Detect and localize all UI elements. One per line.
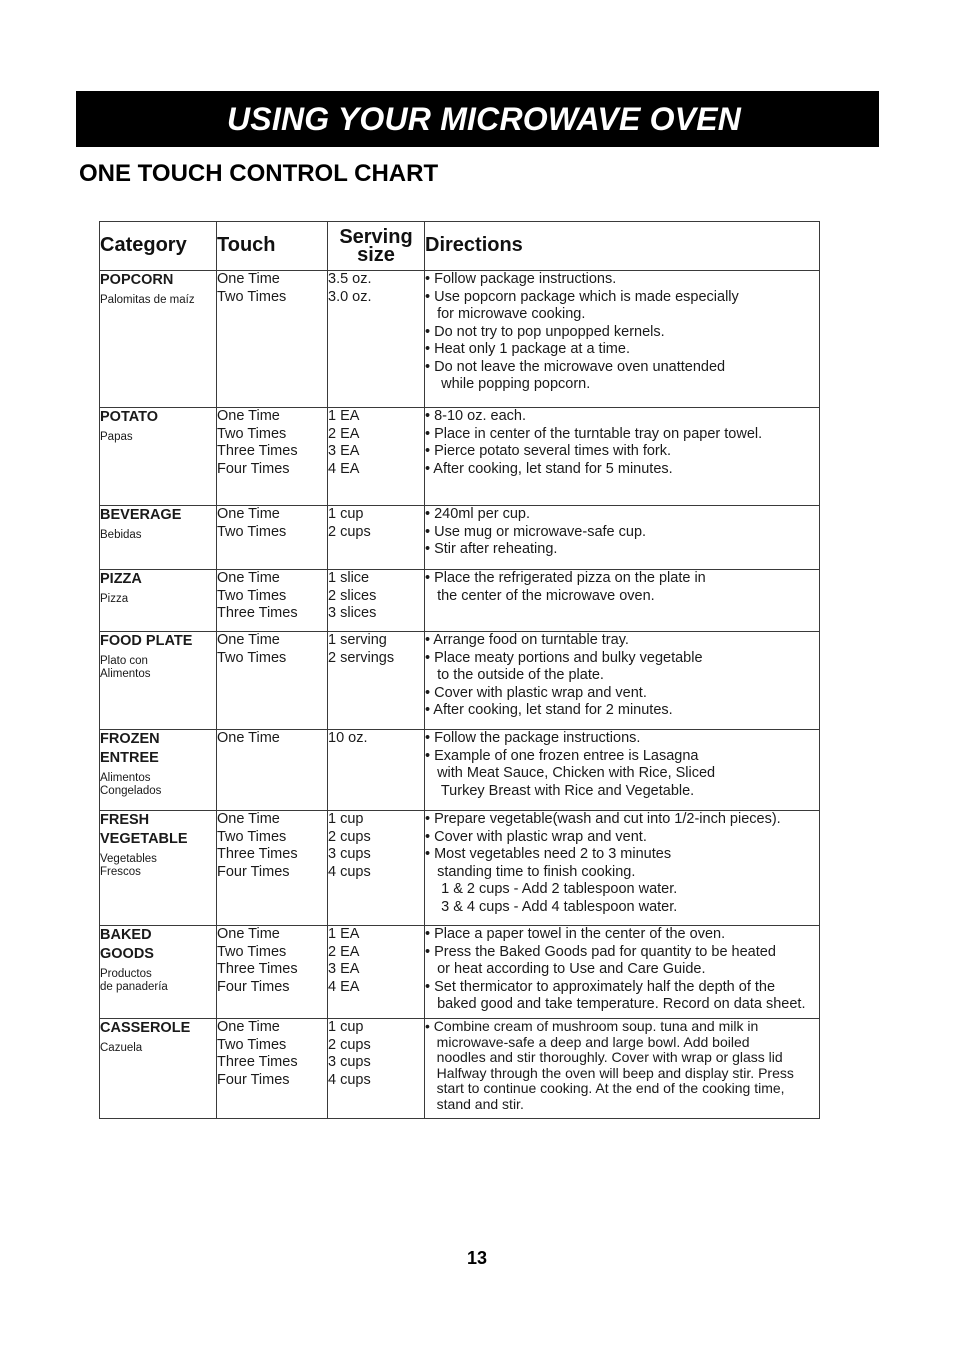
touch-line: Three Times bbox=[217, 846, 298, 862]
directions-cell bbox=[425, 271, 820, 408]
serving-size-cell bbox=[328, 408, 425, 506]
directions-line: • Do not leave the microwave oven unattended bbox=[425, 358, 726, 375]
serving-size-cell bbox=[328, 811, 425, 926]
touch-line: Two Times bbox=[217, 425, 287, 442]
directions-line: for microwave cooking. bbox=[425, 306, 586, 322]
touch-line: Two Times bbox=[217, 828, 287, 845]
serving-size-line: 10 oz. bbox=[328, 730, 368, 746]
section-title: USING YOUR MICROWAVE OVEN bbox=[227, 100, 742, 137]
directions-cell bbox=[425, 811, 820, 926]
directions-line: • Use popcorn package which is made especially bbox=[425, 288, 739, 305]
table-row bbox=[100, 570, 820, 632]
touch-cell bbox=[217, 408, 328, 506]
table-row bbox=[100, 506, 820, 570]
category-name: FRESH VEGETABLE bbox=[100, 812, 188, 847]
category-spanish-name: Vegetables Frescos bbox=[100, 853, 157, 878]
serving-size-line: 1 serving bbox=[328, 632, 387, 648]
serving-size-line: 3 cups bbox=[328, 846, 371, 862]
directions-line: the center of the microwave oven. bbox=[425, 587, 655, 604]
category-name: POTATO bbox=[100, 409, 158, 425]
category-name: FOOD PLATE bbox=[100, 633, 193, 649]
serving-size-line: 1 cup bbox=[328, 1019, 364, 1035]
serving-size-cell bbox=[328, 271, 425, 408]
touch-cell bbox=[217, 1019, 328, 1119]
table-row bbox=[100, 1019, 820, 1119]
touch-cell bbox=[217, 632, 328, 730]
touch-line: Two Times bbox=[217, 523, 287, 540]
touch-cell bbox=[217, 271, 328, 408]
directions-line: • Combine cream of mushroom soup. tuna and milk in bbox=[425, 1018, 759, 1034]
serving-size-line: 1 EA bbox=[328, 926, 360, 942]
category-name: FROZEN ENTREE bbox=[100, 731, 160, 766]
directions-line: or heat according to Use and Care Guide. bbox=[425, 961, 706, 977]
directions-line: • Example of one frozen entree is Lasagna bbox=[425, 747, 699, 764]
table-row bbox=[100, 730, 820, 811]
directions-line: • Most vegetables need 2 to 3 minutes bbox=[425, 846, 672, 862]
touch-cell bbox=[217, 811, 328, 926]
serving-size-line: 3.0 oz. bbox=[328, 288, 372, 305]
directions-line: 3 & 4 cups - Add 4 tablespoon water. bbox=[425, 898, 678, 915]
directions-cell bbox=[425, 1019, 820, 1119]
directions-line: • Place meaty portions and bulky vegetable bbox=[425, 649, 703, 666]
serving-size-cell bbox=[328, 570, 425, 632]
touch-line: Three Times bbox=[217, 443, 298, 459]
serving-size-line: 4 cups bbox=[328, 863, 371, 880]
touch-line: Two Times bbox=[217, 649, 287, 666]
table-row bbox=[100, 926, 820, 1019]
category-spanish-name: Papas bbox=[100, 431, 133, 443]
touch-line: Two Times bbox=[217, 943, 287, 960]
serving-size-line: 3 EA bbox=[328, 443, 360, 459]
serving-size-line: 2 slices bbox=[328, 587, 377, 604]
directions-line: • Place a paper towel in the center of the oven. bbox=[425, 926, 726, 942]
directions-cell bbox=[425, 570, 820, 632]
serving-size-line: 1 cup bbox=[328, 811, 364, 827]
category-name: BEVERAGE bbox=[100, 507, 182, 523]
touch-line: Four Times bbox=[217, 1071, 290, 1088]
table-row bbox=[100, 811, 820, 926]
directions-line: Halfway through the oven will beep and display stir. Press bbox=[425, 1064, 794, 1081]
category-cell bbox=[100, 271, 217, 408]
directions-line: start to continue cooking. At the end of the cooking time, bbox=[425, 1080, 785, 1097]
touch-line: One Time bbox=[217, 408, 280, 424]
header-touch: Touch bbox=[217, 222, 328, 271]
directions-line: to the outside of the plate. bbox=[425, 667, 604, 683]
directions-line: • After cooking, let stand for 2 minutes. bbox=[425, 702, 673, 718]
header-directions: Directions bbox=[425, 222, 820, 271]
category-name: CASSEROLE bbox=[100, 1020, 191, 1036]
directions-line: • Pierce potato several times with fork. bbox=[425, 443, 672, 459]
category-spanish-name: Pizza bbox=[100, 593, 129, 605]
touch-line: One Time bbox=[217, 271, 280, 287]
directions-line: • Place in center of the turntable tray on paper towel. bbox=[425, 425, 763, 442]
directions-line: noodles and stir thoroughly. Cover with wrap or glass lid bbox=[425, 1049, 783, 1066]
section-banner bbox=[76, 91, 879, 147]
category-cell bbox=[100, 632, 217, 730]
directions-line: baked good and take temperature. Record on data sheet. bbox=[425, 996, 806, 1012]
category-spanish-name: Plato con Alimentos bbox=[100, 655, 151, 680]
directions-line: • Heat only 1 package at a time. bbox=[425, 341, 630, 357]
directions-cell bbox=[425, 408, 820, 506]
directions-line: • Stir after reheating. bbox=[425, 541, 558, 557]
touch-line: One Time bbox=[217, 506, 280, 522]
serving-size-line: 2 cups bbox=[328, 523, 371, 540]
directions-line: stand and stir. bbox=[425, 1095, 524, 1112]
directions-line: • Follow package instructions. bbox=[425, 271, 617, 287]
page-number: 13 bbox=[466, 1248, 488, 1268]
serving-size-line: 1 EA bbox=[328, 408, 360, 424]
touch-line: Three Times bbox=[217, 961, 298, 977]
touch-line: Two Times bbox=[217, 587, 287, 604]
table-row bbox=[100, 632, 820, 730]
serving-size-line: 4 EA bbox=[328, 978, 360, 995]
serving-size-cell bbox=[328, 926, 425, 1019]
serving-size-line: 2 cups bbox=[328, 1036, 371, 1053]
category-name: PIZZA bbox=[100, 571, 142, 587]
chart-title: ONE TOUCH CONTROL CHART bbox=[79, 160, 439, 187]
touch-line: Two Times bbox=[217, 1036, 287, 1053]
serving-size-line: 3 slices bbox=[328, 605, 377, 621]
serving-size-line: 2 servings bbox=[328, 649, 395, 666]
directions-cell bbox=[425, 730, 820, 811]
category-spanish-name: Bebidas bbox=[100, 529, 142, 541]
serving-size-cell bbox=[328, 506, 425, 570]
directions-cell bbox=[425, 632, 820, 730]
directions-cell bbox=[425, 926, 820, 1019]
directions-line: • 8-10 oz. each. bbox=[425, 408, 526, 424]
directions-line: • Place the refrigerated pizza on the plate in bbox=[425, 570, 706, 586]
touch-cell bbox=[217, 730, 328, 811]
category-cell bbox=[100, 730, 217, 811]
directions-line: • Cover with plastic wrap and vent. bbox=[425, 828, 647, 845]
touch-line: One Time bbox=[217, 1019, 280, 1035]
category-spanish-name: Palomitas de maíz bbox=[100, 294, 195, 306]
touch-line: One Time bbox=[217, 570, 280, 586]
category-cell bbox=[100, 1019, 217, 1119]
directions-line: with Meat Sauce, Chicken with Rice, Sliced bbox=[425, 765, 716, 781]
touch-cell bbox=[217, 506, 328, 570]
directions-cell bbox=[425, 506, 820, 570]
touch-line: One Time bbox=[217, 730, 280, 746]
category-cell bbox=[100, 408, 217, 506]
serving-size-line: 2 EA bbox=[328, 425, 360, 442]
header-serving-size: Serving size bbox=[328, 222, 425, 271]
serving-size-cell bbox=[328, 1019, 425, 1119]
directions-line: • 240ml per cup. bbox=[425, 506, 531, 522]
serving-size-line: 3.5 oz. bbox=[328, 271, 372, 287]
table-row bbox=[100, 408, 820, 506]
touch-cell bbox=[217, 926, 328, 1019]
category-cell bbox=[100, 811, 217, 926]
category-cell bbox=[100, 570, 217, 632]
serving-size-line: 2 EA bbox=[328, 943, 360, 960]
serving-size-line: 1 slice bbox=[328, 570, 370, 586]
directions-line: • Do not try to pop unpopped kernels. bbox=[425, 323, 665, 340]
serving-size-line: 3 cups bbox=[328, 1054, 371, 1070]
touch-line: Four Times bbox=[217, 863, 290, 880]
touch-line: Three Times bbox=[217, 1054, 298, 1070]
directions-line: 1 & 2 cups - Add 2 tablespoon water. bbox=[425, 881, 678, 897]
serving-size-line: 3 EA bbox=[328, 961, 360, 977]
directions-line: • Set thermicator to approximately half the depth of the bbox=[425, 978, 776, 995]
directions-line: • Prepare vegetable(wash and cut into 1/2-inch pieces). bbox=[425, 811, 781, 827]
serving-size-cell bbox=[328, 632, 425, 730]
table-row bbox=[100, 271, 820, 408]
touch-line: Four Times bbox=[217, 460, 290, 477]
directions-line: Turkey Breast with Rice and Vegetable. bbox=[425, 782, 695, 799]
directions-line: • After cooking, let stand for 5 minutes. bbox=[425, 460, 673, 477]
serving-size-line: 4 cups bbox=[328, 1071, 371, 1088]
header-row bbox=[100, 222, 820, 271]
directions-line: • Follow the package instructions. bbox=[425, 730, 641, 746]
directions-line: • Arrange food on turntable tray. bbox=[425, 632, 629, 648]
serving-size-line: 1 cup bbox=[328, 506, 364, 522]
touch-line: One Time bbox=[217, 811, 280, 827]
touch-cell bbox=[217, 570, 328, 632]
touch-line: One Time bbox=[217, 632, 280, 648]
category-name: POPCORN bbox=[100, 272, 174, 288]
category-cell bbox=[100, 506, 217, 570]
directions-line: microwave-safe a deep and large bowl. Add boiled bbox=[425, 1033, 750, 1050]
directions-line: while popping popcorn. bbox=[425, 376, 591, 392]
touch-line: Four Times bbox=[217, 978, 290, 995]
one-touch-control-chart bbox=[99, 221, 820, 1119]
directions-line: • Cover with plastic wrap and vent. bbox=[425, 684, 647, 701]
category-spanish-name: Alimentos Congelados bbox=[100, 772, 162, 797]
serving-size-line: 4 EA bbox=[328, 460, 360, 477]
category-spanish-name: Cazuela bbox=[100, 1042, 143, 1054]
category-cell bbox=[100, 926, 217, 1019]
header-category: Category bbox=[100, 222, 217, 271]
touch-line: Three Times bbox=[217, 605, 298, 621]
category-name: BAKED GOODS bbox=[100, 927, 154, 962]
directions-line: standing time to finish cooking. bbox=[425, 863, 636, 880]
touch-line: One Time bbox=[217, 926, 280, 942]
directions-line: • Press the Baked Goods pad for quantity to be heated bbox=[425, 943, 776, 960]
touch-line: Two Times bbox=[217, 288, 287, 305]
category-spanish-name: Productos de panadería bbox=[100, 968, 168, 993]
serving-size-cell bbox=[328, 730, 425, 811]
directions-line: • Use mug or microwave-safe cup. bbox=[425, 523, 647, 540]
serving-size-line: 2 cups bbox=[328, 828, 371, 845]
chart-body bbox=[100, 271, 820, 1119]
